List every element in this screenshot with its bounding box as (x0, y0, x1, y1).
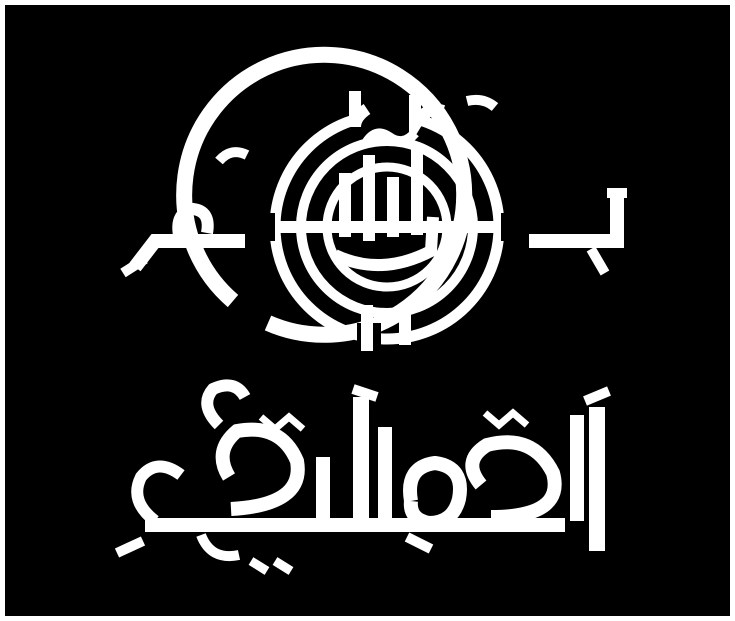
calligraphy-panel (5, 5, 730, 616)
roundel-emblem-icon (184, 55, 531, 353)
word-rahman-rahim (117, 385, 609, 571)
calligraphy-artwork (5, 5, 730, 616)
